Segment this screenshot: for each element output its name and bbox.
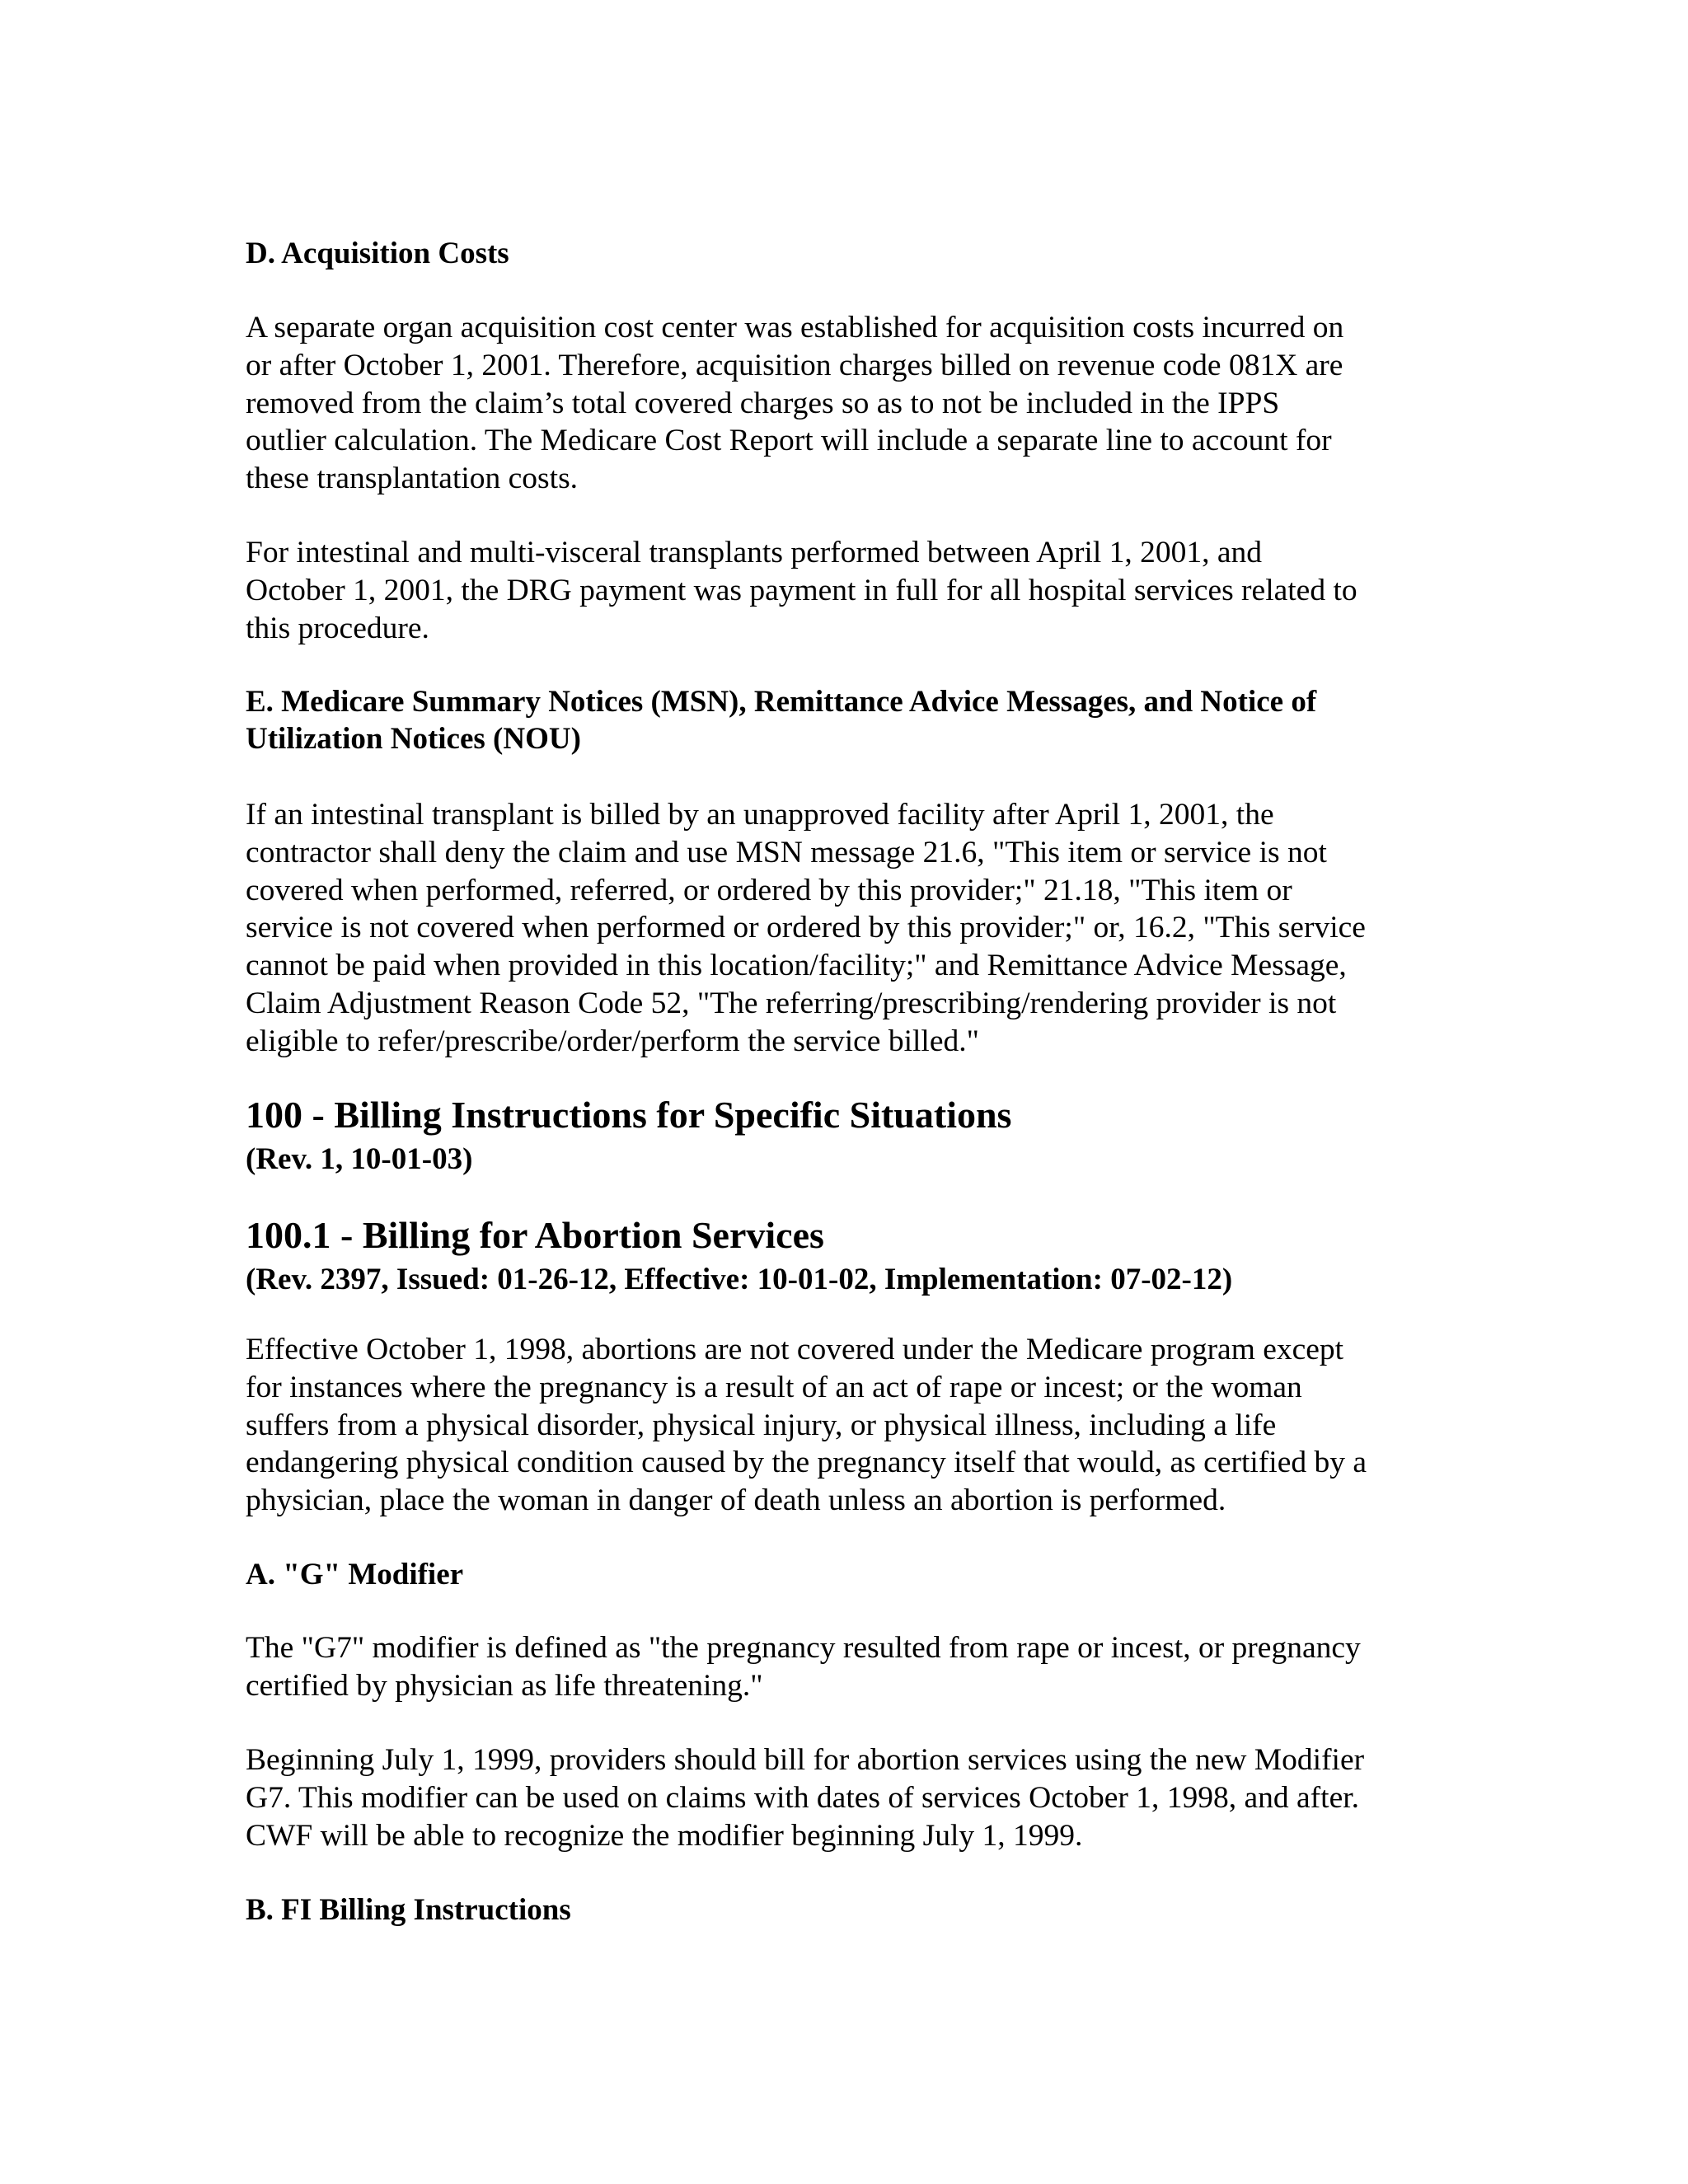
section-100-1-title: 100.1 - Billing for Abortion Services xyxy=(246,1214,824,1256)
text-line: A separate organ acquisition cost center was established for acquisition costs incurred on xyxy=(246,311,1344,344)
text-line: contractor shall deny the claim and use MSN message 21.6, "This item or service is not xyxy=(246,835,1327,869)
text-line: CWF will be able to recognize the modifier beginning July 1, 1999. xyxy=(246,1818,1083,1853)
section-100-1-revision: (Rev. 2397, Issued: 01-26-12, Effective: 10-01-02, Implementation: 07-02-12) xyxy=(246,1263,1233,1296)
text-line: Beginning July 1, 1999, providers should bill for abortion services using the new Modifier xyxy=(246,1743,1365,1777)
text-line: If an intestinal transplant is billed by an unapproved facility after April 1, 2001, the xyxy=(246,798,1274,832)
text-line: The "G7" modifier is defined as "the pregnancy resulted from rape or incest, or pregnancy xyxy=(246,1631,1361,1665)
section-d-paragraph-1 xyxy=(246,309,1465,498)
text-line: G7. This modifier can be used on claims with dates of services October 1, 1998, and after. xyxy=(246,1780,1360,1815)
section-d-paragraph-2 xyxy=(246,534,1465,647)
text-line: this procedure. xyxy=(246,611,429,645)
section-a-heading: A. "G" Modifier xyxy=(246,1558,464,1591)
section-100-1-paragraph xyxy=(246,1331,1465,1520)
text-line: October 1, 2001, the DRG payment was payment in full for all hospital services related to xyxy=(246,573,1357,607)
text-line: cannot be paid when provided in this location/facility;" and Remittance Advice Message, xyxy=(246,949,1347,983)
section-100-title: 100 - Billing Instructions for Specific Situations xyxy=(246,1094,1012,1136)
text-line: outlier calculation. The Medicare Cost Report will include a separate line to account for xyxy=(246,424,1332,458)
text-line: service is not covered when performed or ordered by this provider;" or, 16.2, "This service xyxy=(246,911,1366,945)
section-e-paragraph xyxy=(246,796,1465,1061)
section-100-revision: (Rev. 1, 10-01-03) xyxy=(246,1142,473,1176)
section-a-paragraph-2 xyxy=(246,1741,1465,1854)
text-line: Effective October 1, 1998, abortions are not covered under the Medicare program except xyxy=(246,1333,1344,1366)
heading-line: E. Medicare Summary Notices (MSN), Remittance Advice Messages, and Notice of xyxy=(246,685,1317,719)
text-line: these transplantation costs. xyxy=(246,462,579,496)
text-line: Claim Adjustment Reason Code 52, "The referring/prescribing/rendering provider is not xyxy=(246,986,1337,1020)
text-line: physician, place the woman in danger of death unless an abortion is performed. xyxy=(246,1483,1226,1518)
section-e-heading xyxy=(246,683,1465,757)
section-d-heading: D. Acquisition Costs xyxy=(246,237,509,270)
text-line: covered when performed, referred, or ordered by this provider;" 21.18, "This item or xyxy=(246,873,1292,907)
text-line: For intestinal and multi-visceral transplants performed between April 1, 2001, and xyxy=(246,536,1263,569)
text-line: eligible to refer/prescribe/order/perform the service billed." xyxy=(246,1024,979,1058)
section-a-paragraph-1 xyxy=(246,1629,1465,1705)
text-line: removed from the claim’s total covered charges so as to not be included in the IPPS xyxy=(246,386,1280,420)
heading-line: Utilization Notices (NOU) xyxy=(246,722,581,756)
text-line: for instances where the pregnancy is a result of an act of rape or incest; or the woman xyxy=(246,1370,1302,1404)
text-line: suffers from a physical disorder, physical injury, or physical illness, including a life xyxy=(246,1408,1277,1442)
section-b-heading: B. FI Billing Instructions xyxy=(246,1893,571,1927)
text-line: or after October 1, 2001. Therefore, acquisition charges billed on revenue code 081X are xyxy=(246,348,1343,382)
text-line: endangering physical condition caused by the pregnancy itself that would, as certified by a xyxy=(246,1446,1367,1480)
text-line: certified by physician as life threatening." xyxy=(246,1668,763,1703)
